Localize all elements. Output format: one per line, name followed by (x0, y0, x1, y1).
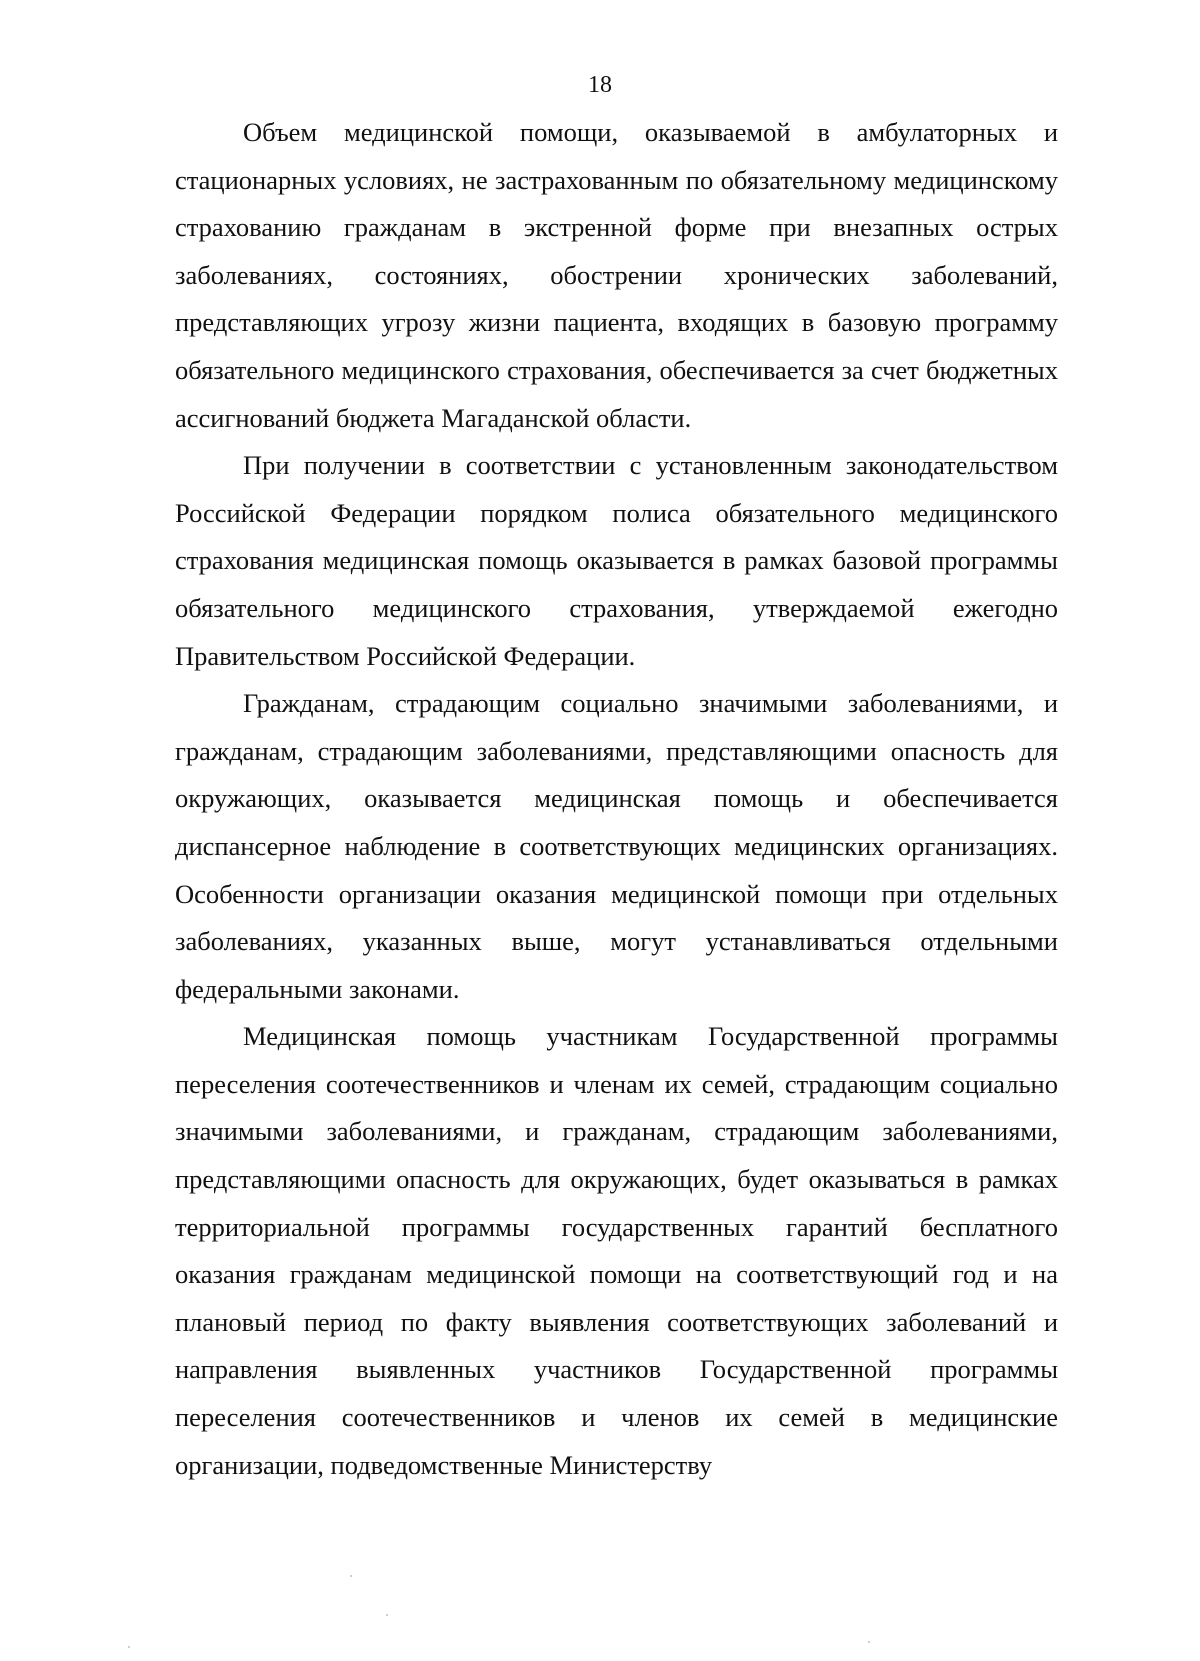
scan-speck (350, 1575, 352, 1577)
paragraph-1: Объем медицинской помощи, оказываемой в амбулаторных и стационарных условиях, не застрахованным по обязательному медицинскому страхованию гражданам в экстренной форме при внезапных острых заболеваниях, состояниях, обострении хронических заболеваний, представляющих угрозу жизни пациента, входящих в базовую программу обязательного медицинского страхования, обеспечивается за счет бюджетных ассигнований бюджета Магаданской области. (175, 117, 1058, 433)
scan-speck (128, 1646, 130, 1648)
document-body (175, 109, 1058, 1489)
paragraph-3: Гражданам, страдающим социально значимыми заболеваниями, и гражданам, страдающим заболеваниями, представляющими опасность для окружающих, оказывается медицинская помощь и обеспечивается диспансерное наблюдение в соответствующих медицинских организациях. Особенности организации оказания медицинской помощи при отдельных заболеваниях, указанных выше, могут устанавливаться отдельными федеральными законами. (175, 688, 1058, 1004)
scan-speck (386, 1614, 388, 1616)
scan-speck (868, 1641, 870, 1643)
paragraph-4: Медицинская помощь участникам Государственной программы переселения соотечественников и членам их семей, страдающим социально значимыми заболеваниями, и гражданам, страдающим заболеваниями, представляющими опасность для окружающих, будет оказываться в рамках территориальной программы государственных гарантий бесплатного оказания гражданам медицинской помощи на соответствующий год и на плановый период по факту выявления соответствующих заболеваний и направления выявленных участников Государственной программы переселения соотечественников и членов их семей в медицинские организации, подведомственные Министерству (175, 1021, 1058, 1480)
paragraph-2: При получении в соответствии с установленным законодательством Российской Федерации порядком полиса обязательного медицинского страхования медицинская помощь оказывается в рамках базовой программы обязательного медицинского страхования, утверждаемой ежегодно Правительством Российской Федерации. (175, 450, 1058, 671)
page-number: 18 (588, 72, 612, 98)
